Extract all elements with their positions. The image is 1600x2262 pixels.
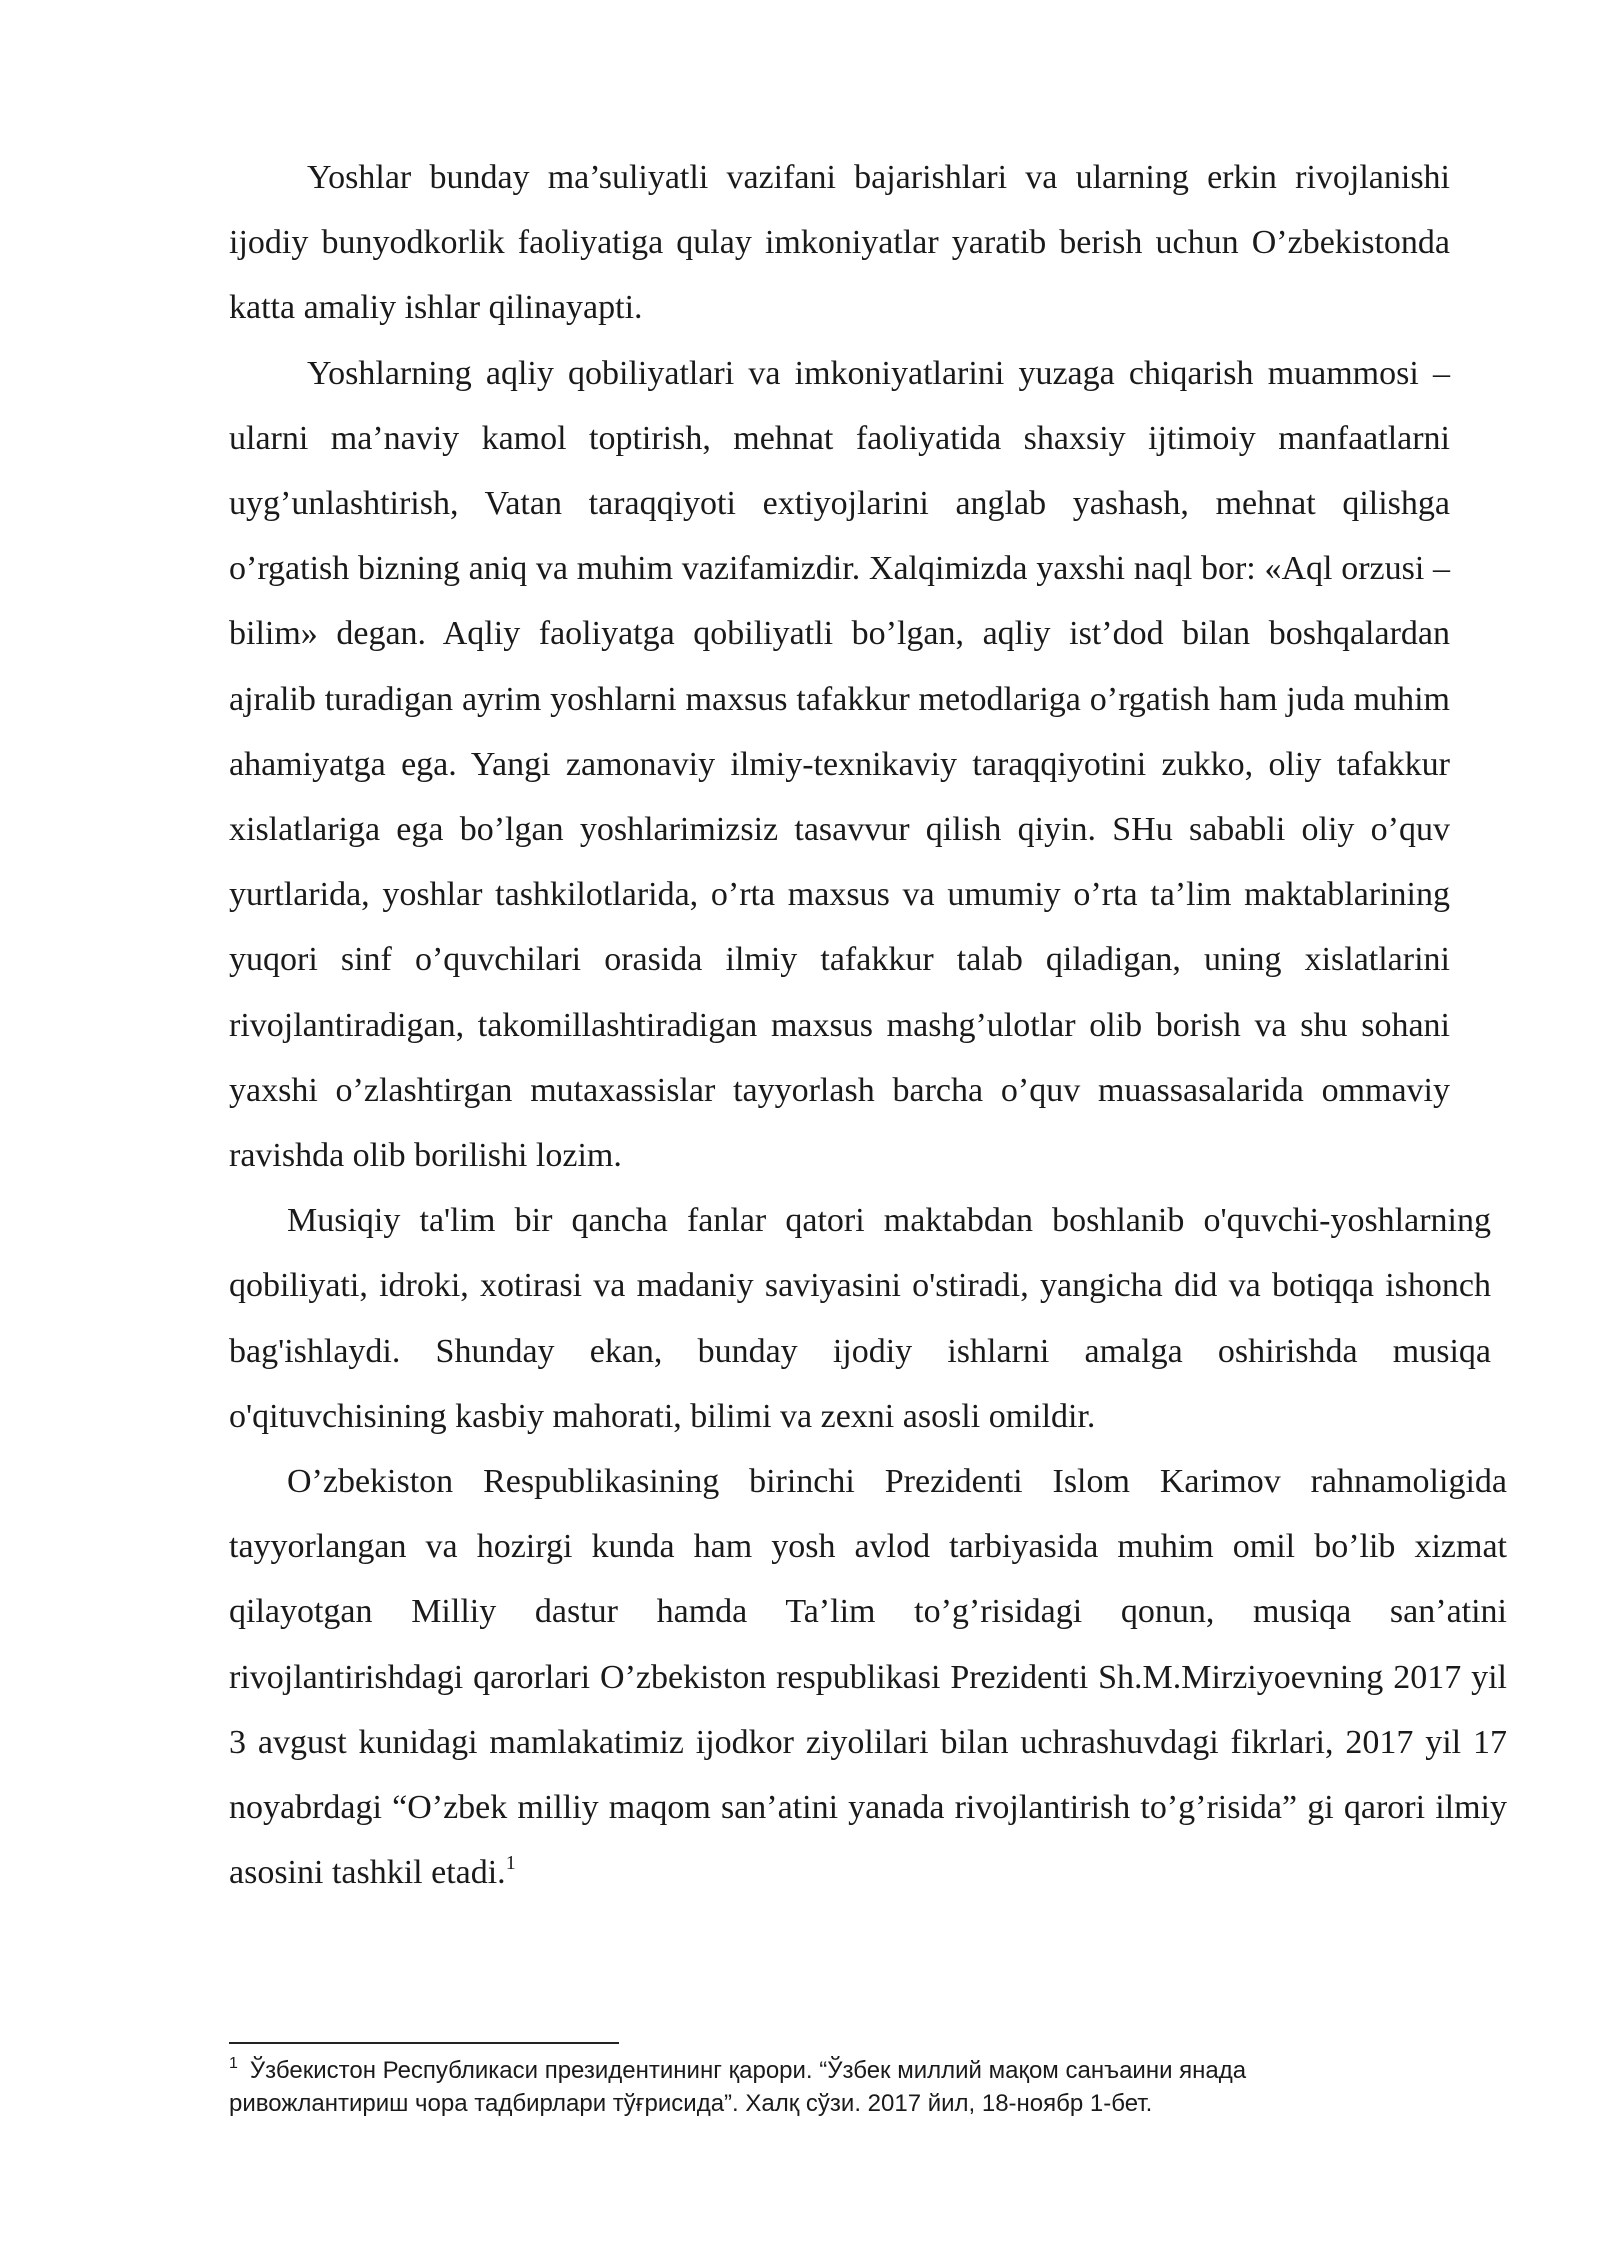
paragraph-4	[229, 1449, 1507, 1905]
paragraph-3: Musiqiy ta'lim bir qancha fanlar qatori maktabdan boshlanib o'quvchi-yoshlarning qobiliyati, idroki, xotirasi va madaniy saviyasini o'stiradi, yangicha did va botiqqa ishonch bag'ishlaydi. Shunday ekan, bunday ijodiy ishlarni amalga oshirishda musiqa o'qituvchisining kasbiy mahorati, bilimi va zexni asosli omildir.	[229, 1202, 1491, 1435]
body-text	[229, 145, 1507, 1905]
paragraph-2: Yoshlarning aqliy qobiliyatlari va imkoniyatlarini yuzaga chiqarish muammosi – ularni ma’naviy kamol toptirish, mehnat faoliyatida shaxsiy ijtimoiy manfaatlarni uyg’unlashtirish, Vatan taraqqiyoti extiyojlarini anglab yashash, mehnat qilishga o’rgatish bizning aniq va muhim vazifamizdir. Xalqimizda yaxshi naql bor: «Aql orzusi – bilim» degan. Aqliy faoliyatga qobiliyatli bo’lgan, aqliy ist’dod bilan boshqalardan ajralib turadigan ayrim yoshlarni maxsus tafakkur metodlariga o’rgatish ham juda muhim ahamiyatga ega. Yangi zamonaviy ilmiy-texnikaviy taraqqiyotini zukko, oliy tafakkur xislatlariga ega bo’lgan yoshlarimizsiz tasavvur qilish qiyin. SHu sababli oliy o’quv yurtlarida, yoshlar tashkilotlarida, o’rta maxsus va umumiy o’rta ta’lim maktablarining yuqori sinf o’quvchilari orasida ilmiy tafakkur talab qiladigan, uning xislatlarini rivojlantiradigan, takomillashtiradigan maxsus mashg’ulotlar olib borish va shu sohani yaxshi o’zlashtirgan mutaxassislar tayyorlash barcha o’quv muassasalarida ommaviy ravishda olib borilishi lozim.	[229, 354, 1450, 1175]
paragraph-1: Yoshlar bunday ma’suliyatli vazifani bajarishlari va ularning erkin rivojlanishi ijodiy bunyodkorlik faoliyatiga qulay imkoniyatlar yaratib berish uchun O’zbekistonda katta amaliy ishlar qilinayapti.	[229, 159, 1450, 327]
footnote-reference[interactable]: 1	[505, 1852, 516, 1875]
paragraph-4-text: O’zbekiston Respublikasining birinchi Prezidenti Islom Karimov rahnamoligida tayyorlangan va hozirgi kunda ham yosh avlod tarbiyasida muhim omil bo’lib xizmat qilayotgan Milliy dastur hamda Ta’lim to’g’risidagi qonun, musiqa san’atini rivojlantirishdagi qarorlari O’zbekiston respublikasi Prezidenti Sh.M.Mirziyoevning 2017 yil 3 avgust kunidagi mamlakatimiz ijodkor ziyolilari bilan uchrashuvdagi fikrlari, 2017 yil 17 noyabrdagi “O’zbek milliy maqom san’atini yanada rivojlantirish to’g’risida” gi qarori ilmiy asosini tashkil etadi.	[229, 1463, 1507, 1892]
footnote-separator	[229, 2042, 619, 2044]
footnote-text: Ўзбекистон Республикаси президентининг қарори. “Ўзбек миллий мақом санъаини янада ривожлантириш чора тадбирлари тўғрисида”. Халқ сўзи. 2017 йил, 18-ноябр 1-бет.	[229, 2057, 1247, 2117]
footnote	[229, 2054, 1389, 2120]
footnote-number: 1	[229, 2055, 238, 2072]
